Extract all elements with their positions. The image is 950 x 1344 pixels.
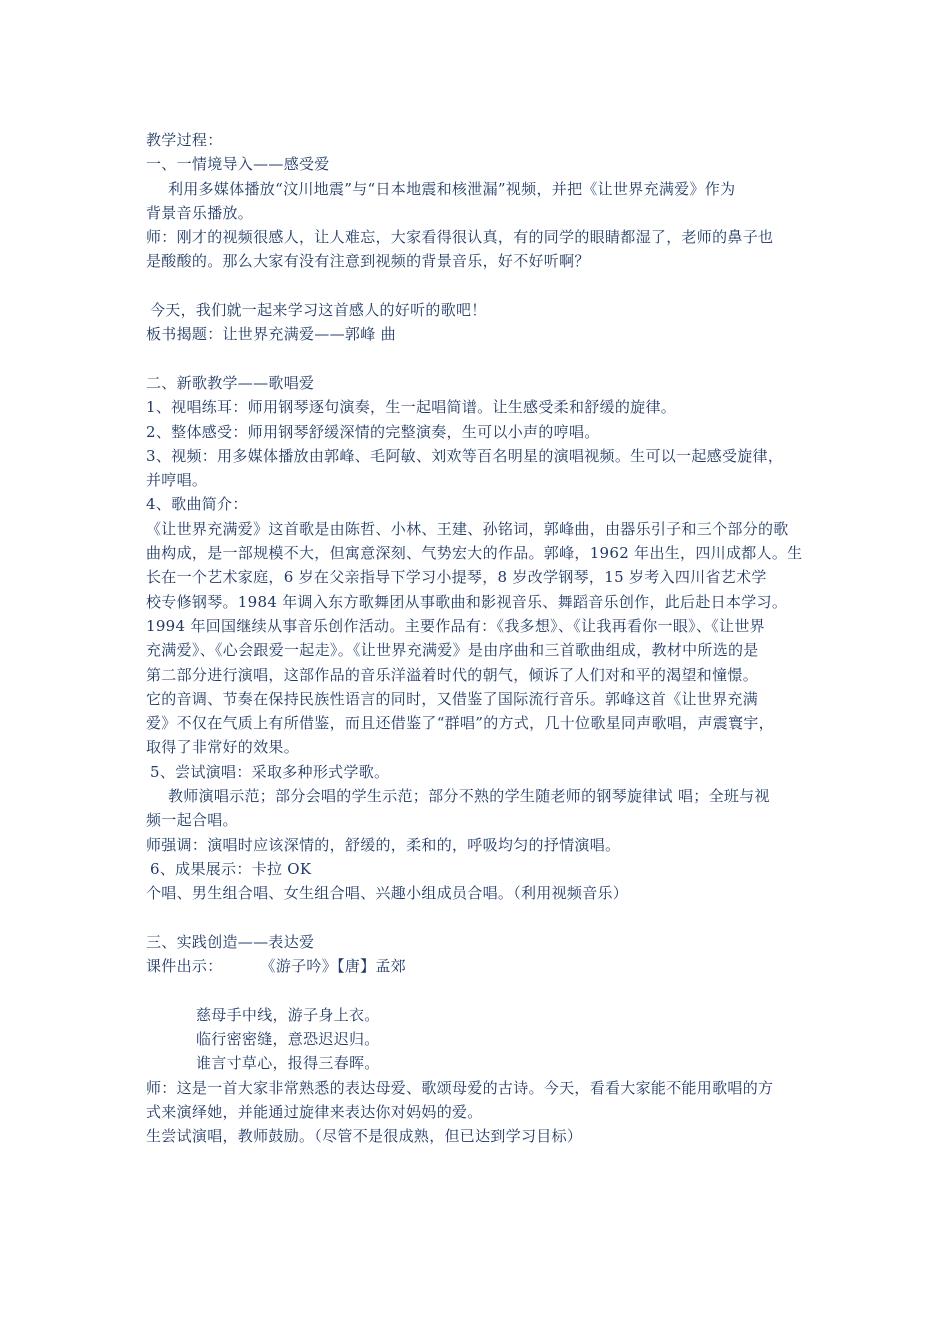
text-line: 师：这是一首大家非常熟悉的表达母爱、歌颂母爱的古诗。今天，看看大家能不能用歌唱的方 bbox=[146, 1078, 774, 1097]
text-line: 并哼唱。 bbox=[146, 471, 208, 490]
line-label: 课件出示： bbox=[146, 957, 223, 976]
text-line: 利用多媒体播放“汶川地震”与“日本地震和核泄漏”视频，并把《让世界充满爱》作为 bbox=[168, 179, 736, 198]
text-line: 1994 年回国继续从事音乐创作活动。主要作品有：《我多想》、《让我再看你一眼》、《让世界 bbox=[146, 616, 765, 635]
text-line: 生尝试演唱，教师鼓励。（尽管不是很成熟，但已达到学习目标） bbox=[146, 1127, 583, 1146]
text-line: 师：刚才的视频很感人，让人难忘，大家看得很认真，有的同学的眼睛都湿了，老师的鼻子也 bbox=[146, 228, 774, 247]
document-body bbox=[146, 128, 810, 1148]
blank-line bbox=[146, 274, 810, 298]
text-line: 第二部分进行演唱，这部作品的音乐洋溢着时代的朝气，倾诉了人们对和平的渴望和憧憬。 bbox=[146, 665, 759, 684]
text-line: 它的音调、节奏在保持民族性语言的同时，又借鉴了国际流行音乐。郭峰这首《让世界充满 bbox=[146, 689, 759, 708]
text-line: 个唱、男生组合唱、女生组合唱、兴趣小组成员合唱。（利用视频音乐） bbox=[146, 884, 629, 903]
blank-line bbox=[146, 906, 810, 930]
text-line: 教学过程： bbox=[146, 131, 223, 149]
text-line: 式来演绎她，并能通过旋律来表达你对妈妈的爱。 bbox=[146, 1102, 483, 1121]
blank-line bbox=[146, 978, 810, 1002]
text-line: 频一起合唱。 bbox=[146, 811, 238, 830]
text-line: 爱》不仅在气质上有所借鉴，而且还借鉴了“群唱”的方式，几十位歌星同声歌唱，声震寰宇， bbox=[146, 714, 774, 733]
text-line: 2、整体感受：师用钢琴舒缓深情的完整演奏，生可以小声的哼唱。 bbox=[146, 422, 600, 441]
text-line: 一、一情境导入——感受爱 bbox=[146, 155, 330, 174]
text-line: 4、歌曲简介： bbox=[146, 495, 248, 514]
text-line bbox=[146, 954, 810, 978]
line-text: 《游子吟》【唐】孟郊 bbox=[260, 957, 407, 976]
text-line: 6、成果展示：卡拉 OK bbox=[150, 859, 312, 878]
text-line: 曲构成，是一部规模不大，但寓意深刻、气势宏大的作品。郭峰，1962 年出生，四川成都人。生 bbox=[146, 544, 803, 563]
text-line: 临行密密缝，意恐迟迟归。 bbox=[196, 1029, 380, 1048]
text-line: 是酸酸的。那么大家有没有注意到视频的背景音乐，好不好听啊？ bbox=[146, 252, 590, 271]
text-line: 师强调：演唱时应该深情的，舒缓的，柔和的，呼吸均匀的抒情演唱。 bbox=[146, 835, 621, 854]
text-line: 5、尝试演唱：采取多种形式学歌。 bbox=[150, 762, 390, 781]
text-line: 二、新歌教学——歌唱爱 bbox=[146, 373, 315, 392]
text-line: 取得了非常好的效果。 bbox=[146, 738, 300, 757]
text-line: 教师演唱示范；部分会唱的学生示范；部分不熟的学生随老师的钢琴旋律试 唱；全班与视 bbox=[168, 787, 770, 806]
text-line: 背景音乐播放。 bbox=[146, 203, 254, 222]
text-line: 慈母手中线，游子身上衣。 bbox=[196, 1005, 380, 1024]
text-line: 三、实践创造——表达爱 bbox=[146, 932, 315, 951]
text-line: 充满爱》、《心会跟爱一起走》。《让世界充满爱》是由序曲和三首歌曲组成，教材中所选的是 bbox=[146, 641, 759, 660]
text-line: 长在一个艺术家庭，6 岁在父亲指导下学习小提琴，8 岁改学钢琴，15 岁考入四川省艺术学 bbox=[146, 568, 767, 587]
text-line: 板书揭题：让世界充满爱——郭峰 曲 bbox=[146, 325, 396, 344]
text-line: 校专修钢琴。1984 年调入东方歌舞团从事歌曲和影视音乐、舞蹈音乐创作，此后赴日本学习。 bbox=[146, 592, 788, 611]
blank-line bbox=[146, 347, 810, 371]
text-line: 谁言寸草心，报得三春晖。 bbox=[196, 1054, 380, 1073]
text-line: 1、视唱练耳：师用钢琴逐句演奏，生一起唱简谱。让生感受柔和舒缓的旋律。 bbox=[146, 398, 677, 417]
text-line: 《让世界充满爱》这首歌是由陈哲、小林、王建、孙铭词，郭峰曲，由器乐引子和三个部分的歌 bbox=[146, 519, 789, 538]
text-line: 3、视频：用多媒体播放由郭峰、毛阿敏、刘欢等百名明星的演唱视频。生可以一起感受旋律， bbox=[146, 446, 784, 465]
text-line: 今天，我们就一起来学习这首感人的好听的歌吧！ bbox=[150, 301, 487, 320]
